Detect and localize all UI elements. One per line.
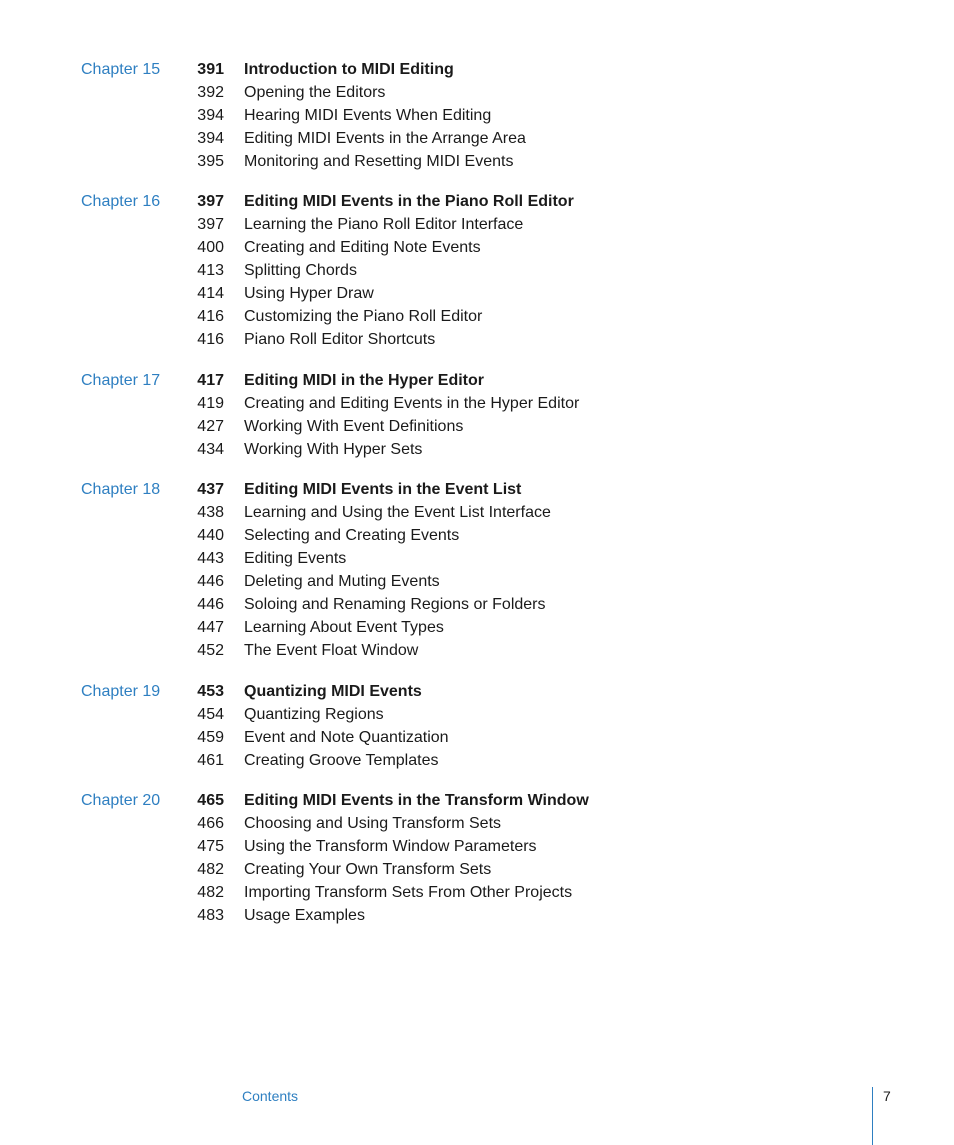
toc-entry[interactable] <box>0 127 760 150</box>
toc-page-number: 438 <box>197 504 224 521</box>
toc-page-number: 446 <box>197 596 224 613</box>
chapter-label: Chapter 16 <box>81 193 161 210</box>
footer-divider <box>872 1087 873 1145</box>
toc-entry-title: Piano Roll Editor Shortcuts <box>244 331 436 348</box>
toc-entry-title: Deleting and Muting Events <box>244 573 440 590</box>
chapter-label: Chapter 17 <box>81 372 161 389</box>
toc-entry[interactable] <box>0 392 760 415</box>
toc-entry-title: Quantizing MIDI Events <box>244 683 422 700</box>
toc-entry-title: Importing Transform Sets From Other Projects <box>244 884 573 901</box>
toc-entry[interactable] <box>0 703 760 726</box>
toc-page-number: 465 <box>197 792 224 809</box>
toc-entry[interactable] <box>0 547 760 570</box>
toc-entry[interactable] <box>0 812 760 835</box>
footer-section-label: Contents <box>242 1088 299 1104</box>
toc-entry[interactable] <box>0 593 760 616</box>
toc-entry-title: Choosing and Using Transform Sets <box>244 815 502 832</box>
toc-page-number: 475 <box>197 838 224 855</box>
toc-page-number: 482 <box>197 861 224 878</box>
toc-entry-title: Editing Events <box>244 550 347 567</box>
toc-page-number: 459 <box>197 729 224 746</box>
toc-entry-title: Hearing MIDI Events When Editing <box>244 107 492 124</box>
toc-entry-title: Selecting and Creating Events <box>244 527 460 544</box>
toc-entry[interactable] <box>0 904 760 927</box>
toc-page-number: 392 <box>197 84 224 101</box>
toc-page-number: 391 <box>197 61 224 78</box>
toc-entry[interactable] <box>0 259 760 282</box>
toc-entry-title: Editing MIDI Events in the Event List <box>244 481 522 498</box>
toc-entry[interactable] <box>0 81 760 104</box>
toc-entry[interactable] <box>0 858 760 881</box>
toc-page-number: 466 <box>197 815 224 832</box>
toc-entry-title: Learning the Piano Roll Editor Interface <box>244 216 524 233</box>
toc-entry-title: The Event Float Window <box>244 642 419 659</box>
toc-entry-title: Learning and Using the Event List Interface <box>244 504 551 521</box>
toc-entry[interactable] <box>0 282 760 305</box>
toc-page-number: 414 <box>197 285 224 302</box>
toc-page-number: 417 <box>197 372 224 389</box>
footer-page-number: 7 <box>883 1088 891 1104</box>
toc-entry-title: Customizing the Piano Roll Editor <box>244 308 483 325</box>
toc-page-number: 454 <box>197 706 224 723</box>
toc-entry-title: Creating and Editing Events in the Hyper Editor <box>244 395 580 412</box>
toc-page-number: 416 <box>197 331 224 348</box>
toc-entry[interactable] <box>0 213 760 236</box>
toc-entry[interactable] <box>0 438 760 461</box>
toc-entry[interactable] <box>0 150 760 173</box>
toc-entry[interactable] <box>0 639 760 662</box>
toc-entry-title: Editing MIDI in the Hyper Editor <box>244 372 484 389</box>
toc-page-number: 447 <box>197 619 224 636</box>
toc-entry-title: Soloing and Renaming Regions or Folders <box>244 596 546 613</box>
toc-page-number: 394 <box>197 130 224 147</box>
toc-page-number: 452 <box>197 642 224 659</box>
toc-entry-title: Editing MIDI Events in the Piano Roll Editor <box>244 193 574 210</box>
toc-page-number: 483 <box>197 907 224 924</box>
toc-page-number: 395 <box>197 153 224 170</box>
toc-page-number: 437 <box>197 481 224 498</box>
toc-page-number: 416 <box>197 308 224 325</box>
toc-entry[interactable] <box>0 524 760 547</box>
chapter-heading-row[interactable] <box>0 680 760 703</box>
toc-page-number: 434 <box>197 441 224 458</box>
toc-entry[interactable] <box>0 881 760 904</box>
toc-entry-title: Working With Hyper Sets <box>244 441 423 458</box>
toc-entry-title: Editing MIDI Events in the Arrange Area <box>244 130 526 147</box>
chapter-label: Chapter 15 <box>81 61 161 78</box>
toc-entry-title: Working With Event Definitions <box>244 418 464 435</box>
toc-page-number: 461 <box>197 752 224 769</box>
chapter-heading-row[interactable] <box>0 190 760 213</box>
toc-page-number: 419 <box>197 395 224 412</box>
chapter-label: Chapter 20 <box>81 792 161 809</box>
toc-entry[interactable] <box>0 749 760 772</box>
toc-entry[interactable] <box>0 726 760 749</box>
toc-entry-title: Introduction to MIDI Editing <box>244 61 454 78</box>
toc-entry[interactable] <box>0 104 760 127</box>
chapter-heading-row[interactable] <box>0 789 760 812</box>
toc-page-number: 482 <box>197 884 224 901</box>
toc-entry[interactable] <box>0 328 760 351</box>
toc-entry[interactable] <box>0 415 760 438</box>
toc-entry[interactable] <box>0 501 760 524</box>
toc-entry-title: Editing MIDI Events in the Transform Window <box>244 792 589 809</box>
toc-entry-title: Usage Examples <box>244 907 365 924</box>
toc-entry[interactable] <box>0 835 760 858</box>
toc-entry-title: Opening the Editors <box>244 84 386 101</box>
toc-page-number: 440 <box>197 527 224 544</box>
chapter-heading-row[interactable] <box>0 369 760 392</box>
toc-entry-title: Using Hyper Draw <box>244 285 374 302</box>
toc-entry[interactable] <box>0 570 760 593</box>
chapter-label: Chapter 18 <box>81 481 161 498</box>
toc-entry-title: Creating Groove Templates <box>244 752 439 769</box>
toc-page-number: 413 <box>197 262 224 279</box>
toc-entry[interactable] <box>0 236 760 259</box>
toc-entry-title: Using the Transform Window Parameters <box>244 838 537 855</box>
toc-entry[interactable] <box>0 305 760 328</box>
toc-page-number: 397 <box>197 193 224 210</box>
chapter-label: Chapter 19 <box>81 683 161 700</box>
toc-page-number: 427 <box>197 418 224 435</box>
toc-page-number: 400 <box>197 239 224 256</box>
chapter-heading-row[interactable] <box>0 58 760 81</box>
toc-entry-title: Quantizing Regions <box>244 706 384 723</box>
toc-entry-title: Monitoring and Resetting MIDI Events <box>244 153 514 170</box>
toc-entry-title: Splitting Chords <box>244 262 357 279</box>
toc-entry-title: Creating Your Own Transform Sets <box>244 861 492 878</box>
toc-page-number: 397 <box>197 216 224 233</box>
toc-page-number: 446 <box>197 573 224 590</box>
toc-page-number: 394 <box>197 107 224 124</box>
toc-page-number: 443 <box>197 550 224 567</box>
toc-entry-title: Event and Note Quantization <box>244 729 449 746</box>
toc-entry[interactable] <box>0 616 760 639</box>
toc-entry-title: Learning About Event Types <box>244 619 444 636</box>
chapter-heading-row[interactable] <box>0 478 760 501</box>
toc-page-number: 453 <box>197 683 224 700</box>
toc-entry-title: Creating and Editing Note Events <box>244 239 481 256</box>
